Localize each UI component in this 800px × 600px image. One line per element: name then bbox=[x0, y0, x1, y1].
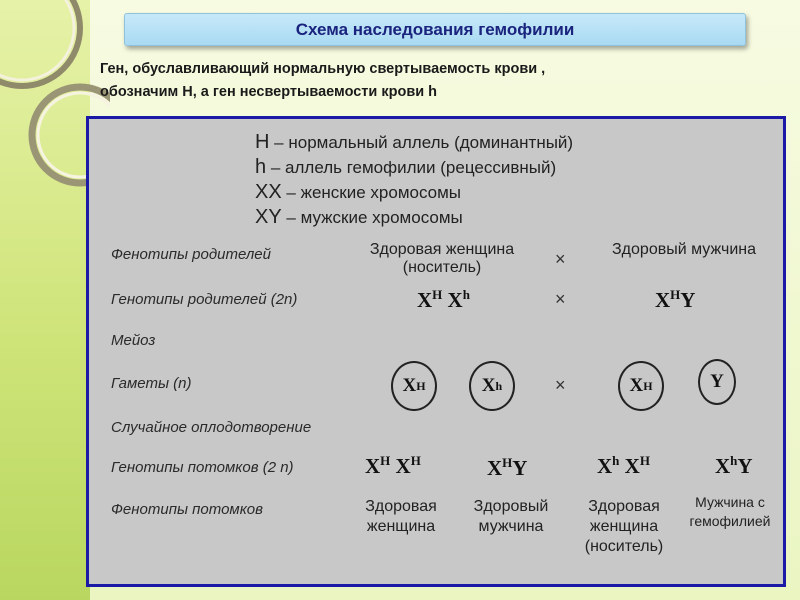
chromosome: Y bbox=[737, 454, 753, 478]
legend-text: – нормальный аллель (доминантный) bbox=[269, 133, 574, 152]
allele: H bbox=[670, 287, 681, 302]
gamete-circle bbox=[469, 361, 515, 411]
chromosome: X bbox=[597, 454, 613, 478]
chromosome: X bbox=[417, 288, 433, 312]
page-title: Схема наследования гемофилии bbox=[295, 19, 575, 39]
cross-symbol: × bbox=[555, 289, 566, 309]
chromosome: X bbox=[655, 288, 671, 312]
row-label-meiosis: Мейоз bbox=[111, 332, 156, 349]
phenotype-line: Здоровая bbox=[365, 498, 437, 515]
male-parent-phenotype: Здоровый мужчина bbox=[612, 241, 756, 258]
allele: h bbox=[462, 287, 470, 302]
offspring-phenotype bbox=[461, 497, 561, 537]
chromosome: Y bbox=[680, 288, 696, 312]
gamete-circle bbox=[618, 361, 664, 411]
intro-line-2: обозначим Н, а ген несвертываемости крови h bbox=[100, 84, 438, 100]
chromosome: X bbox=[715, 454, 731, 478]
allele: h bbox=[495, 378, 503, 393]
chromosome: X bbox=[481, 375, 496, 396]
male-parent-genotype bbox=[655, 287, 695, 313]
row-label-parents-phenotype: Фенотипы родителей bbox=[111, 246, 271, 263]
phenotype-line: гемофилией bbox=[689, 513, 771, 529]
title-banner bbox=[124, 13, 746, 46]
allele: H bbox=[380, 453, 391, 468]
chromosome: Y bbox=[710, 371, 724, 392]
female-phenotype-carrier: (носитель) bbox=[402, 259, 482, 276]
chromosome: X bbox=[447, 288, 463, 312]
chromosome: X bbox=[629, 375, 644, 396]
offspring-phenotype bbox=[569, 497, 679, 557]
legend-item bbox=[255, 206, 463, 229]
row-label-parents-genotype: Генотипы родителей (2n) bbox=[111, 291, 298, 308]
cross-symbol: × bbox=[555, 249, 566, 269]
offspring-genotype bbox=[715, 453, 753, 479]
legend-text: – женские хромосомы bbox=[281, 183, 462, 202]
gamete-circle bbox=[698, 359, 736, 405]
chromosome: X bbox=[402, 375, 417, 396]
legend-symbol: XY bbox=[255, 206, 282, 228]
row-label-offspring-genotype: Генотипы потомков (2 n) bbox=[111, 459, 294, 476]
allele: H bbox=[502, 455, 513, 470]
legend-symbol: h bbox=[255, 156, 267, 178]
allele: H bbox=[416, 378, 426, 393]
chromosome: X bbox=[395, 454, 411, 478]
chromosome: Y bbox=[512, 456, 528, 480]
legend-text: – аллель гемофилии (рецессивный) bbox=[266, 158, 557, 177]
gamete-circle bbox=[391, 361, 437, 411]
female-parent-genotype bbox=[417, 287, 470, 313]
row-label-offspring-phenotype: Фенотипы потомков bbox=[111, 501, 263, 518]
female-phenotype-line: Здоровая женщина bbox=[369, 241, 515, 258]
phenotype-line: (носитель) bbox=[584, 538, 664, 555]
chromosome: X bbox=[624, 454, 640, 478]
allele: h bbox=[730, 453, 738, 468]
allele: H bbox=[410, 453, 421, 468]
allele: H bbox=[432, 287, 443, 302]
offspring-genotype bbox=[597, 453, 650, 479]
offspring-phenotype bbox=[351, 497, 451, 537]
legend-symbol: H bbox=[255, 131, 270, 153]
row-label-fertilization: Случайное оплодотворение bbox=[111, 419, 312, 436]
legend-item bbox=[255, 131, 573, 154]
legend-item bbox=[255, 181, 461, 204]
allele: H bbox=[643, 378, 653, 393]
phenotype-line: мужчина bbox=[478, 518, 544, 535]
offspring-phenotype bbox=[683, 493, 777, 531]
intro-text bbox=[100, 58, 780, 104]
chromosome: X bbox=[487, 456, 503, 480]
female-parent-phenotype bbox=[347, 241, 537, 277]
phenotype-line: Мужчина с bbox=[695, 494, 765, 510]
legend-text: – мужские хромосомы bbox=[281, 208, 463, 227]
inheritance-scheme-panel bbox=[86, 116, 786, 587]
legend-symbol: XX bbox=[255, 181, 282, 203]
offspring-genotype bbox=[487, 455, 527, 481]
chromosome: X bbox=[365, 454, 381, 478]
phenotype-line: Здоровый bbox=[473, 498, 549, 515]
allele: H bbox=[639, 453, 650, 468]
phenotype-line: женщина bbox=[589, 518, 659, 535]
phenotype-line: Здоровая bbox=[588, 498, 660, 515]
allele: h bbox=[612, 453, 620, 468]
intro-line-1: Ген, обуславливающий нормальную свертываемость крови , bbox=[100, 61, 546, 77]
phenotype-line: женщина bbox=[366, 518, 436, 535]
legend-item bbox=[255, 156, 556, 179]
cross-symbol: × bbox=[555, 375, 566, 395]
row-label-gametes: Гаметы (n) bbox=[111, 375, 192, 392]
offspring-genotype bbox=[365, 453, 421, 479]
